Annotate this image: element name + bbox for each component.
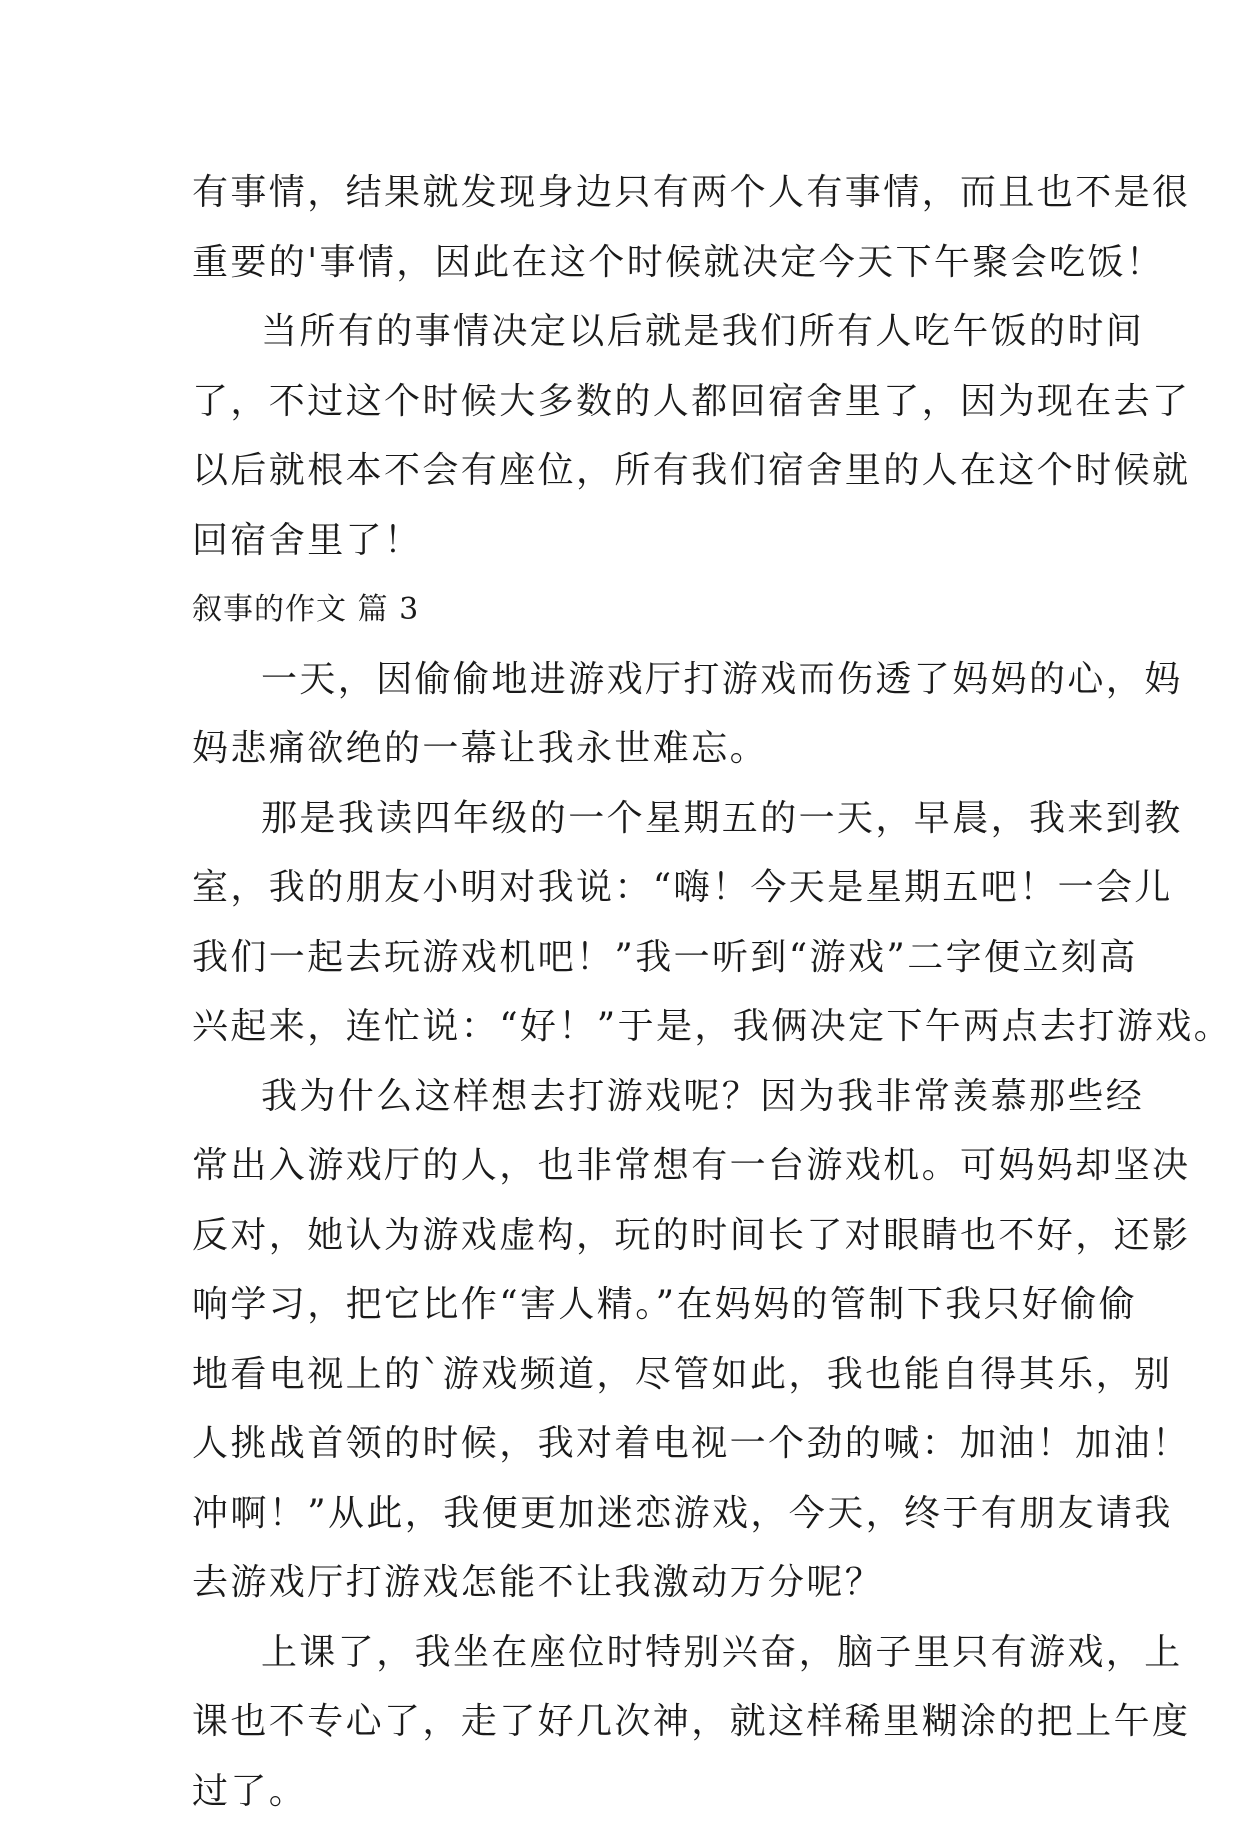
text-line: 课也不专心了，走了好几次神，就这样稀里糊涂的把上午度 bbox=[192, 1687, 1052, 1757]
text-line: 去游戏厅打游戏怎能不让我激动万分呢？ bbox=[192, 1548, 1052, 1618]
text-line: 重要的'事情，因此在这个时候就决定今天下午聚会吃饭！ bbox=[192, 228, 1052, 298]
text-line: 兴起来，连忙说：“好！”于是，我俩决定下午两点去打游戏。 bbox=[192, 992, 1052, 1062]
text-line: 冲啊！”从此，我便更加迷恋游戏，今天，终于有朋友请我 bbox=[192, 1479, 1052, 1549]
text-line: 上课了，我坐在座位时特别兴奋，脑子里只有游戏，上 bbox=[192, 1618, 1052, 1688]
text-line: 当所有的事情决定以后就是我们所有人吃午饭的时间 bbox=[192, 297, 1052, 367]
text-line: 响学习，把它比作“害人精。”在妈妈的管制下我只好偷偷 bbox=[192, 1270, 1052, 1340]
text-line: 回宿舍里了！ bbox=[192, 506, 1052, 576]
paragraph bbox=[192, 645, 1052, 784]
paragraph bbox=[192, 784, 1052, 1062]
text-line: 我们一起去玩游戏机吧！”我一听到“游戏”二字便立刻高 bbox=[192, 923, 1052, 993]
paragraph bbox=[192, 1062, 1052, 1618]
text-line: 过了。 bbox=[192, 1757, 1052, 1826]
text-line: 了，不过这个时候大多数的人都回宿舍里了，因为现在去了 bbox=[192, 367, 1052, 437]
document-page bbox=[192, 158, 1052, 1826]
text-line: 地看电视上的`游戏频道，尽管如此，我也能自得其乐，别 bbox=[192, 1340, 1052, 1410]
text-line: 我为什么这样想去打游戏呢？因为我非常羡慕那些经 bbox=[192, 1062, 1052, 1132]
paragraph-continued bbox=[192, 158, 1052, 297]
text-line: 人挑战首领的时候，我对着电视一个劲的喊：加油！加油！ bbox=[192, 1409, 1052, 1479]
text-line: 室，我的朋友小明对我说：“嗨！今天是星期五吧！一会儿 bbox=[192, 853, 1052, 923]
paragraph bbox=[192, 1618, 1052, 1826]
text-line: 常出入游戏厅的人，也非常想有一台游戏机。可妈妈却坚决 bbox=[192, 1131, 1052, 1201]
text-line: 一天，因偷偷地进游戏厅打游戏而伤透了妈妈的心，妈 bbox=[192, 645, 1052, 715]
text-line: 那是我读四年级的一个星期五的一天，早晨，我来到教 bbox=[192, 784, 1052, 854]
text-line: 以后就根本不会有座位，所有我们宿舍里的人在这个时候就 bbox=[192, 436, 1052, 506]
text-line: 有事情，结果就发现身边只有两个人有事情，而且也不是很 bbox=[192, 158, 1052, 228]
paragraph bbox=[192, 297, 1052, 575]
text-line: 妈悲痛欲绝的一幕让我永世难忘。 bbox=[192, 714, 1052, 784]
text-line: 反对，她认为游戏虚构，玩的时间长了对眼睛也不好，还影 bbox=[192, 1201, 1052, 1271]
section-heading: 叙事的作文 篇 3 bbox=[192, 575, 1052, 645]
